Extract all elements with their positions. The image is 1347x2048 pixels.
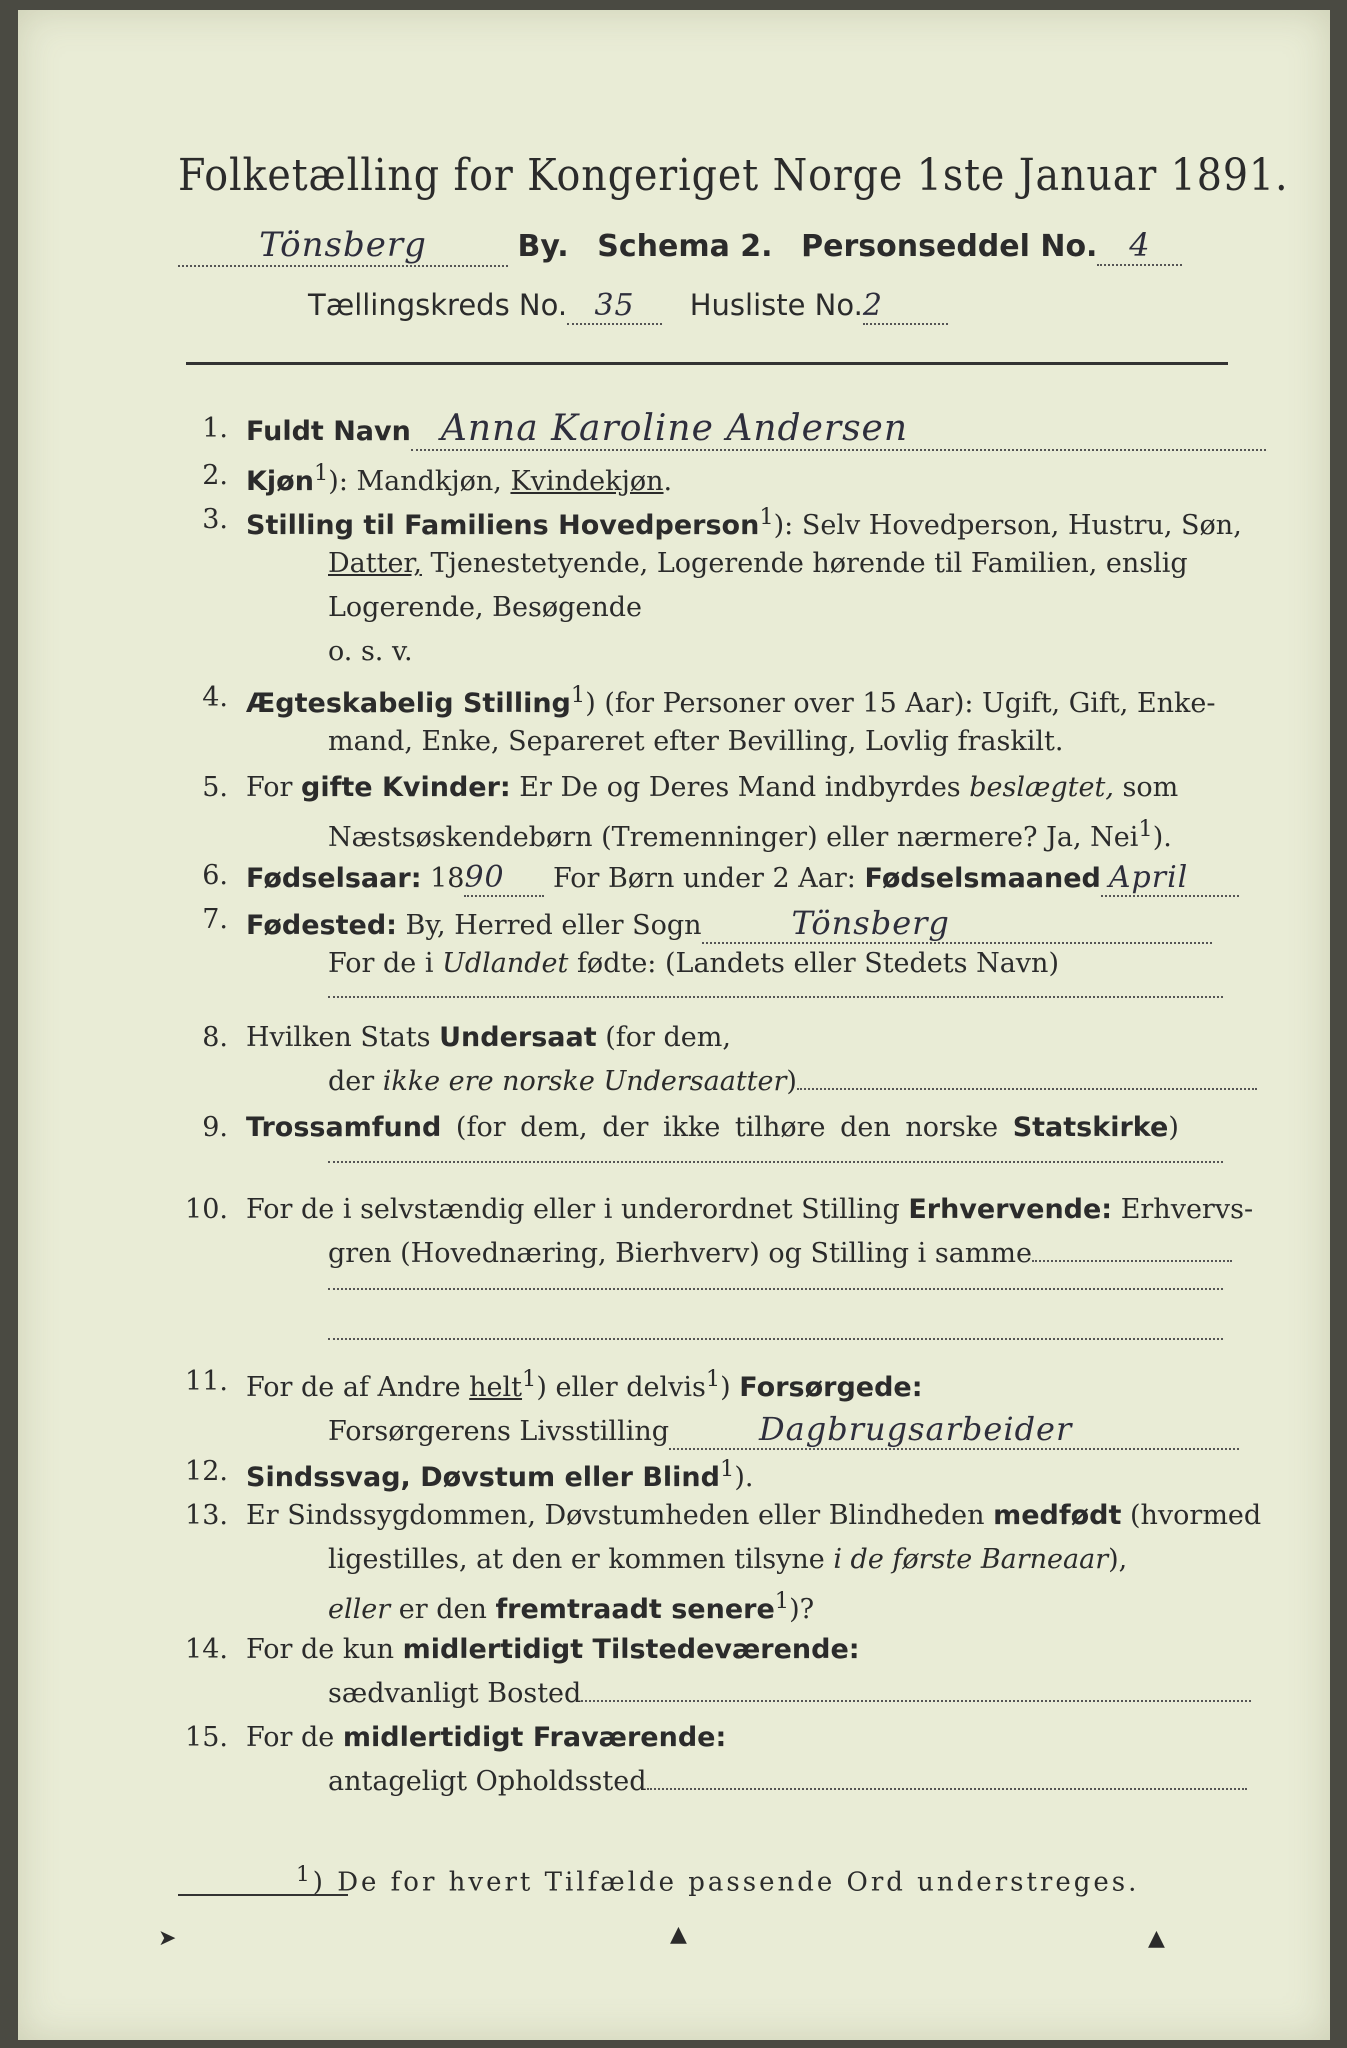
sex-selected: Kvindekjøn [510,466,664,497]
birth-year-answer: 90 [464,860,544,897]
provider-occupation-label: Forsørgerens Livsstilling [328,1416,670,1447]
item-11-text-c: ) [720,1372,740,1403]
item-15 [246,1722,726,1753]
item-8-italic: ikke ere norske Undersaatter [382,1066,787,1097]
marital-status-label: Ægteskabelig Stilling [246,688,571,719]
item-1 [246,408,1266,451]
footnote-mark: 1 [759,504,774,530]
item-number: 11. [185,1366,228,1397]
item-11-text-b: ) eller delvis [536,1372,706,1403]
item-3 [246,504,1242,541]
city-line [178,225,1182,267]
footnote-mark: 1 [522,1366,537,1392]
header-rule [186,362,1228,365]
abroad-answer-line [328,990,1223,998]
family-position-options: Tjenestetyende, Logerende hørende til Familien, enslig [421,548,1188,579]
item-5-line2: Næstsøskendebørn (Tremenninger) eller nærmere? Ja, Nei$^1$). [328,816,1172,853]
footnote-mark: 1 [313,460,329,486]
kreds-label: Tællingskreds No. [308,288,568,322]
item-13-line3-close: )? [789,1594,815,1625]
item-13-eller: eller [328,1594,391,1625]
item-8-line2-text: der [328,1066,383,1097]
item-10-text: For de i selvstændig eller i underordnet Stilling [246,1194,909,1225]
item-13-line2 [328,1544,1127,1575]
footnote-mark: 1 [296,1862,313,1887]
item-5 [246,772,1178,803]
item-5-text: Er De og Deres Mand indbyrdes [510,772,970,803]
item-10-line2 [328,1238,1232,1269]
full-name-label: Fuldt Navn [246,416,411,447]
usual-residence-label: sædvanligt Bosted [328,1678,582,1709]
item-15-line2 [328,1766,1247,1797]
birth-year-label: Fødselsaar: [246,863,422,894]
family-position-selected: Datter, [328,548,422,579]
family-position-options: ): Selv Hovedperson, Hustru, Søn, [773,510,1242,541]
occupation-label: Erhvervende: [908,1194,1113,1225]
item-12 [246,1456,753,1493]
supported-label: Forsørgede: [739,1372,923,1403]
sex-options: ): Mandkjøn, [328,466,511,497]
item-3-line4: o. s. v. [328,636,413,667]
footnote-mark: 1 [719,1456,735,1482]
item-2: Kjøn$^1$): Mandkjøn, Kvindekjøn. [246,460,673,497]
item-11-text: For de af Andre [246,1372,470,1403]
married-women-label: gifte Kvinder: [301,772,511,803]
item-4-line2: mand, Enke, Separeret efter Bevilling, Lovlig fraskilt. [328,726,1064,757]
probable-residence-label: antageligt Opholdssted [328,1766,647,1797]
item-number: 5. [202,772,228,803]
item-7-line2 [328,948,1059,979]
item-13-line3-text: er den [390,1594,496,1625]
form-title: Folketælling for Kongeriget Norge 1ste Januar 1891. [178,150,1289,201]
later-onset-label: fremtraadt senere [495,1594,775,1625]
state-church-label: Statskirke [1012,1112,1169,1143]
footnote-text: ) De for hvert Tilfælde passende Ord understreges. [312,1867,1140,1898]
item-7-text: For de i [328,948,443,979]
provider-occupation-answer: Dagbrugsarbeider [669,1410,1239,1450]
census-form [18,10,1330,2040]
birth-year-prefix: 18 [421,863,465,894]
item-7 [246,904,1212,944]
item-13-line2-text: ligestilles, at den er kommen tilsyne [328,1544,834,1575]
item-number: 4. [202,682,228,713]
item-number: 6. [202,860,228,891]
item-14-text: For de kun [246,1634,403,1665]
corner-mark: ➤ [158,1926,177,1951]
footnote [296,1862,1139,1898]
temporary-absent-label: midlertidigt Fraværende: [342,1722,727,1753]
item-6-text: For Børn under 2 Aar: [544,863,865,894]
disability-label: Sindssvag, Døvstum eller Blind [246,1462,720,1493]
center-mark: ▲ [670,1922,687,1947]
item-6 [246,860,1239,897]
item-number: 7. [202,904,228,935]
item-12-text: ). [734,1462,754,1493]
item-5-som: som [1113,772,1179,803]
item-10-text-b: Erhvervs- [1112,1194,1254,1225]
personseddel-no: 4 [1097,226,1182,266]
footnote-mark: 1 [705,1366,721,1392]
item-11-line2 [328,1410,1239,1450]
item-13-text: Er Sindssygdommen, Døvstumheden eller Blindheden [246,1500,994,1531]
item-15-text: For de [246,1722,343,1753]
item-3-line2 [328,548,1188,579]
item-8-line2 [328,1066,1257,1097]
family-position-label: Stilling til Familiens Hovedperson [246,510,760,541]
sex-label: Kjøn [246,466,314,497]
full-name-answer: Anna Karoline Andersen [411,408,1266,451]
item-number: 2. [202,460,228,491]
item-number: 15. [185,1722,228,1753]
birthplace-answer: Tönsberg [702,904,1212,944]
birthplace-text: By, Herred eller Sogn [396,910,702,941]
item-13-line3 [328,1588,814,1625]
item-3-line3: Logerende, Besøgende [328,592,642,623]
subject-answer-line [797,1088,1257,1090]
item-number: 10. [185,1194,228,1225]
item-7-italic: Udlandet [442,948,569,979]
item-13-line2-close: ), [1108,1544,1128,1575]
occupation-answer-line [1032,1260,1232,1262]
item-5-prefix: For [246,772,302,803]
item-10 [246,1194,1253,1225]
schema-label: Schema 2. [597,229,773,264]
item-9-text: (for dem, der ikke tilhøre den norske [441,1112,1013,1143]
item-number: 12. [185,1456,228,1487]
kreds-no: 35 [567,288,662,325]
personseddel-label: Personseddel No. [801,229,1098,264]
item-number: 13. [185,1500,228,1531]
item-10-line2-text: gren (Hovednæring, Bierhverv) og Stilling i samme [328,1238,1033,1269]
husliste-no: 2 [863,288,948,325]
item-14 [246,1634,860,1665]
city-answer: Tönsberg [178,225,508,267]
religion-answer-line [328,1155,1223,1163]
corner-mark-right: ▲ [1148,1926,1165,1951]
footnote-mark: 1 [1138,816,1153,842]
item-number: 8. [202,1022,228,1053]
occupation-answer-line-3 [328,1332,1223,1340]
item-11 [246,1366,923,1403]
subject-label: Undersaat [439,1022,597,1053]
husliste-label: Husliste No. [689,288,863,322]
item-13 [246,1500,1261,1531]
item-13-italic: i de første Barneaar [833,1544,1109,1575]
item-number: 9. [202,1112,228,1143]
marital-status-options: ) (for Personer over 15 Aar): Ugift, Gift, Enke- [585,688,1216,719]
item-14-line2 [328,1678,1251,1709]
item-5-line2-text: Næstsøskendebørn (Tremenninger) eller nærmere? Ja, Nei [328,822,1139,853]
footnote-mark: 1 [774,1588,790,1614]
item-number: 1. [202,413,228,444]
item-5-italic: beslægtet, [969,772,1114,803]
birth-month-answer: April [1101,860,1239,897]
item-8-text-b: (for dem, [596,1022,731,1053]
birthplace-label: Fødested: [246,910,397,941]
item-8-text: Hvilken Stats [246,1022,440,1053]
support-selected: helt [469,1372,523,1403]
kreds-line [308,288,948,325]
congenital-label: medfødt [993,1500,1122,1531]
item-number: 14. [185,1634,228,1665]
religion-label: Trossamfund [246,1112,442,1143]
footnote-mark: 1 [570,682,586,708]
by-label: By. [517,229,569,264]
item-9: Trossamfund (for dem, der ikke tilhøre den norske Statskirke) [246,1112,1179,1143]
item-8-close: ) [786,1066,797,1097]
usual-residence-answer-line [581,1700,1251,1702]
probable-residence-answer-line [647,1788,1247,1790]
item-13-text-b: (hvormed [1121,1500,1262,1531]
birth-month-label: Fødselsmaaned [864,863,1101,894]
occupation-answer-line-2 [328,1282,1223,1290]
item-8 [246,1022,731,1053]
temporary-present-label: midlertidigt Tilstedeværende: [402,1634,860,1665]
item-number: 3. [202,504,228,535]
item-7-text-b: fødte: (Landets eller Stedets Navn) [568,948,1059,979]
item-4 [246,682,1216,719]
